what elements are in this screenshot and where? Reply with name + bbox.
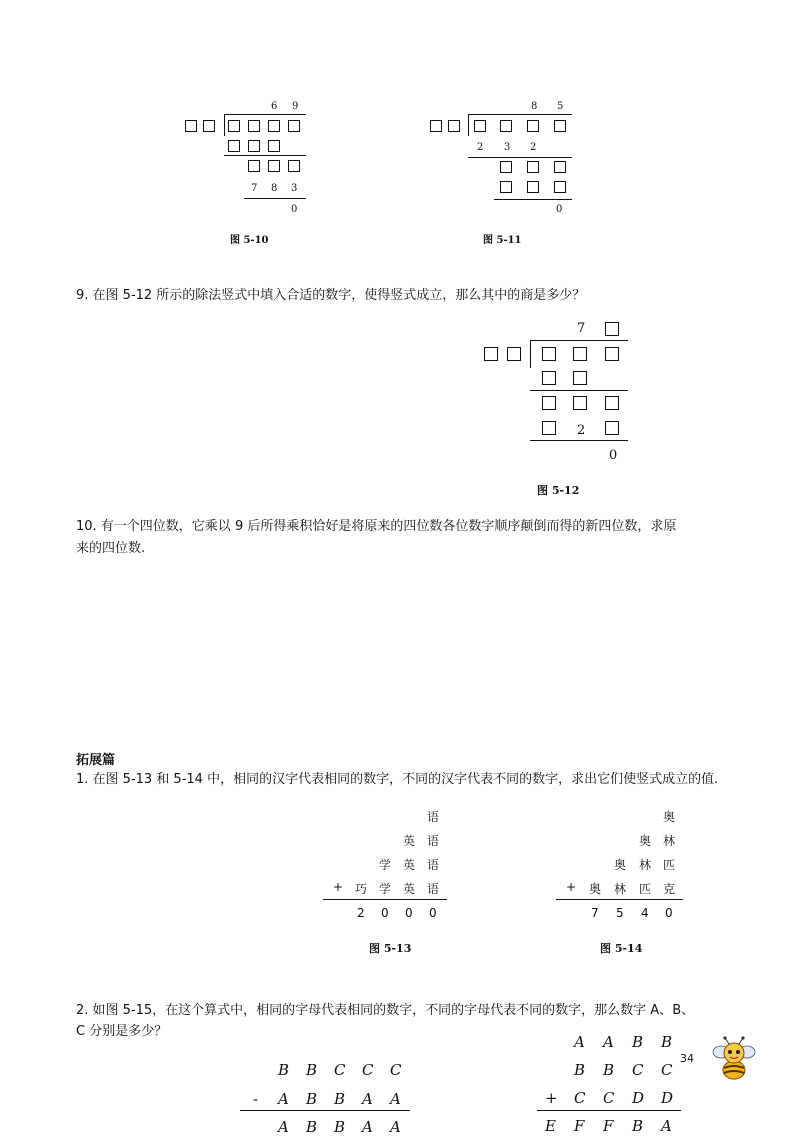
quotient-box: [605, 322, 619, 336]
char: 语: [427, 810, 440, 824]
letter: C: [632, 1061, 644, 1079]
letter: B: [306, 1118, 318, 1136]
letter: B: [632, 1033, 644, 1051]
rule: [530, 390, 628, 391]
result-digit: 7: [591, 906, 599, 920]
digit: 8: [271, 183, 278, 194]
letter: B: [334, 1090, 346, 1108]
product-box: [542, 371, 556, 385]
letter: B: [334, 1118, 346, 1136]
char: 林: [639, 858, 652, 872]
quotient-digit: 9: [292, 101, 299, 112]
char: 匹: [663, 858, 676, 872]
rule: [468, 157, 572, 158]
result-digit: 2: [357, 906, 365, 920]
dividend-box: [573, 347, 587, 361]
char: 林: [663, 834, 676, 848]
letter: C: [603, 1089, 615, 1107]
digit: 7: [251, 183, 258, 194]
letter: A: [278, 1090, 289, 1108]
quotient-digit: 7: [577, 321, 586, 336]
letter: B: [603, 1061, 615, 1079]
rule: [494, 199, 572, 200]
plus-sign: +: [333, 880, 344, 894]
product-box: [500, 181, 512, 193]
sum-rule: [556, 899, 683, 900]
divisor-box: [448, 120, 460, 132]
divisor-box: [185, 120, 197, 132]
char: 英: [403, 834, 416, 848]
result-digit: 5: [616, 906, 624, 920]
letter: B: [306, 1090, 318, 1108]
letter: A: [390, 1118, 401, 1136]
rule: [530, 440, 628, 441]
figure-caption: 图 5-14: [600, 942, 643, 955]
char: 语: [427, 882, 440, 896]
divisor-box: [484, 347, 498, 361]
rule: [244, 198, 306, 199]
dividend-box: [228, 120, 240, 132]
dividend-box: [527, 120, 539, 132]
question-9-text: 9. 在图 5-12 所示的除法竖式中填入合适的数字，使得竖式成立，那么其中的商是多少？: [76, 288, 586, 303]
digit: 2: [477, 142, 484, 153]
product-box: [248, 140, 260, 152]
division-bracket: [530, 340, 531, 368]
char: 学: [379, 882, 392, 896]
letter: B: [278, 1061, 290, 1079]
sum-rule: [323, 899, 447, 900]
remainder-box: [288, 160, 300, 172]
quotient-digit: 6: [271, 101, 278, 112]
letter: C: [390, 1061, 402, 1079]
page-number: 34: [680, 1052, 694, 1065]
product-box: [554, 181, 566, 193]
result-digit: 4: [641, 906, 649, 920]
figure-caption: 图 5-10: [230, 235, 269, 246]
divisor-box: [507, 347, 521, 361]
result-digit: 0: [381, 906, 389, 920]
digit: 2: [530, 142, 537, 153]
letter: B: [306, 1061, 318, 1079]
remainder-box: [527, 161, 539, 173]
result-digit: 0: [665, 906, 673, 920]
rule: [224, 155, 306, 156]
dividend-box: [554, 120, 566, 132]
char: 林: [614, 882, 627, 896]
division-bracket: [224, 114, 225, 136]
divisor-box: [430, 120, 442, 132]
char: 学: [379, 858, 392, 872]
extension-question-1: 1. 在图 5-13 和 5-14 中，相同的汉字代表相同的数字，不同的汉字代表不同的数字，求出它们使竖式成立的值.: [76, 772, 719, 787]
char: 巧: [355, 882, 368, 896]
char: 奥: [663, 810, 676, 824]
result-digit: 0: [429, 906, 437, 920]
division-bracket: [468, 114, 469, 136]
dividend-box: [500, 120, 512, 132]
question-10-line2: 来的四位数.: [76, 541, 146, 556]
product-box: [605, 421, 619, 435]
char: 奥: [614, 858, 627, 872]
char: 克: [663, 882, 676, 896]
result-digit: 0: [405, 906, 413, 920]
char: 奥: [639, 834, 652, 848]
letter: F: [574, 1117, 585, 1135]
remainder-digit: 0: [609, 448, 618, 463]
division-bar: [224, 114, 306, 115]
division-bar: [530, 340, 628, 341]
remainder-box: [542, 396, 556, 410]
bee-mascot-icon: [712, 1036, 756, 1082]
letter: E: [545, 1117, 556, 1135]
figure-caption: 图 5-13: [369, 942, 412, 955]
remainder-box: [248, 160, 260, 172]
product-box: [527, 181, 539, 193]
char: 匹: [639, 882, 652, 896]
char: 语: [427, 858, 440, 872]
letter: F: [603, 1117, 614, 1135]
char: 英: [403, 882, 416, 896]
char: 奥: [589, 882, 602, 896]
remainder-digit: 0: [291, 204, 298, 215]
letter: A: [661, 1117, 672, 1135]
remainder-box: [268, 160, 280, 172]
letter: A: [390, 1090, 401, 1108]
dividend-box: [288, 120, 300, 132]
dividend-box: [268, 120, 280, 132]
digit: 3: [291, 183, 298, 194]
product-box: [268, 140, 280, 152]
letter: A: [362, 1118, 373, 1136]
letter: B: [661, 1033, 673, 1051]
division-bar: [468, 114, 572, 115]
letter: A: [603, 1033, 614, 1051]
remainder-box: [573, 396, 587, 410]
quotient-digit: 5: [557, 101, 564, 112]
char: 语: [427, 834, 440, 848]
dividend-box: [474, 120, 486, 132]
letter: D: [632, 1089, 645, 1107]
product-box: [542, 421, 556, 435]
dividend-box: [542, 347, 556, 361]
letter: C: [362, 1061, 374, 1079]
sum-rule: [537, 1110, 681, 1111]
letter: C: [574, 1089, 586, 1107]
question-10-line1: 10. 有一个四位数，它乘以 9 后所得乘积恰好是将原来的四位数各位数字顺序颠倒而得的新四位数，求原: [76, 519, 677, 534]
section-heading: 拓展篇: [76, 753, 116, 768]
figure-caption: 图 5-12: [537, 484, 580, 497]
dividend-box: [248, 120, 260, 132]
letter: D: [661, 1089, 674, 1107]
letter: A: [362, 1090, 373, 1108]
extension-question-2-line2: C 分别是多少？: [76, 1024, 168, 1039]
quotient-digit: 8: [531, 101, 538, 112]
letter: C: [334, 1061, 346, 1079]
letter: B: [574, 1061, 586, 1079]
char: 英: [403, 858, 416, 872]
remainder-box: [500, 161, 512, 173]
dividend-box: [605, 347, 619, 361]
plus-sign: +: [566, 880, 577, 894]
divisor-box: [203, 120, 215, 132]
product-box: [573, 371, 587, 385]
minus-sign: -: [253, 1090, 259, 1108]
remainder-box: [554, 161, 566, 173]
extension-question-2-line1: 2. 如图 5-15，在这个算式中，相同的字母代表相同的数字，不同的字母代表不同的数字，那么数字 A、B、: [76, 1003, 695, 1018]
letter: A: [278, 1118, 289, 1136]
plus-sign: +: [545, 1089, 558, 1107]
digit: 3: [504, 142, 511, 153]
remainder-box: [605, 396, 619, 410]
product-box: [228, 140, 240, 152]
remainder-digit: 0: [556, 204, 563, 215]
letter: C: [661, 1061, 673, 1079]
difference-rule: [240, 1110, 410, 1111]
letter: A: [574, 1033, 585, 1051]
figure-caption: 图 5-11: [483, 235, 522, 246]
digit: 2: [577, 423, 586, 438]
letter: B: [632, 1117, 644, 1135]
